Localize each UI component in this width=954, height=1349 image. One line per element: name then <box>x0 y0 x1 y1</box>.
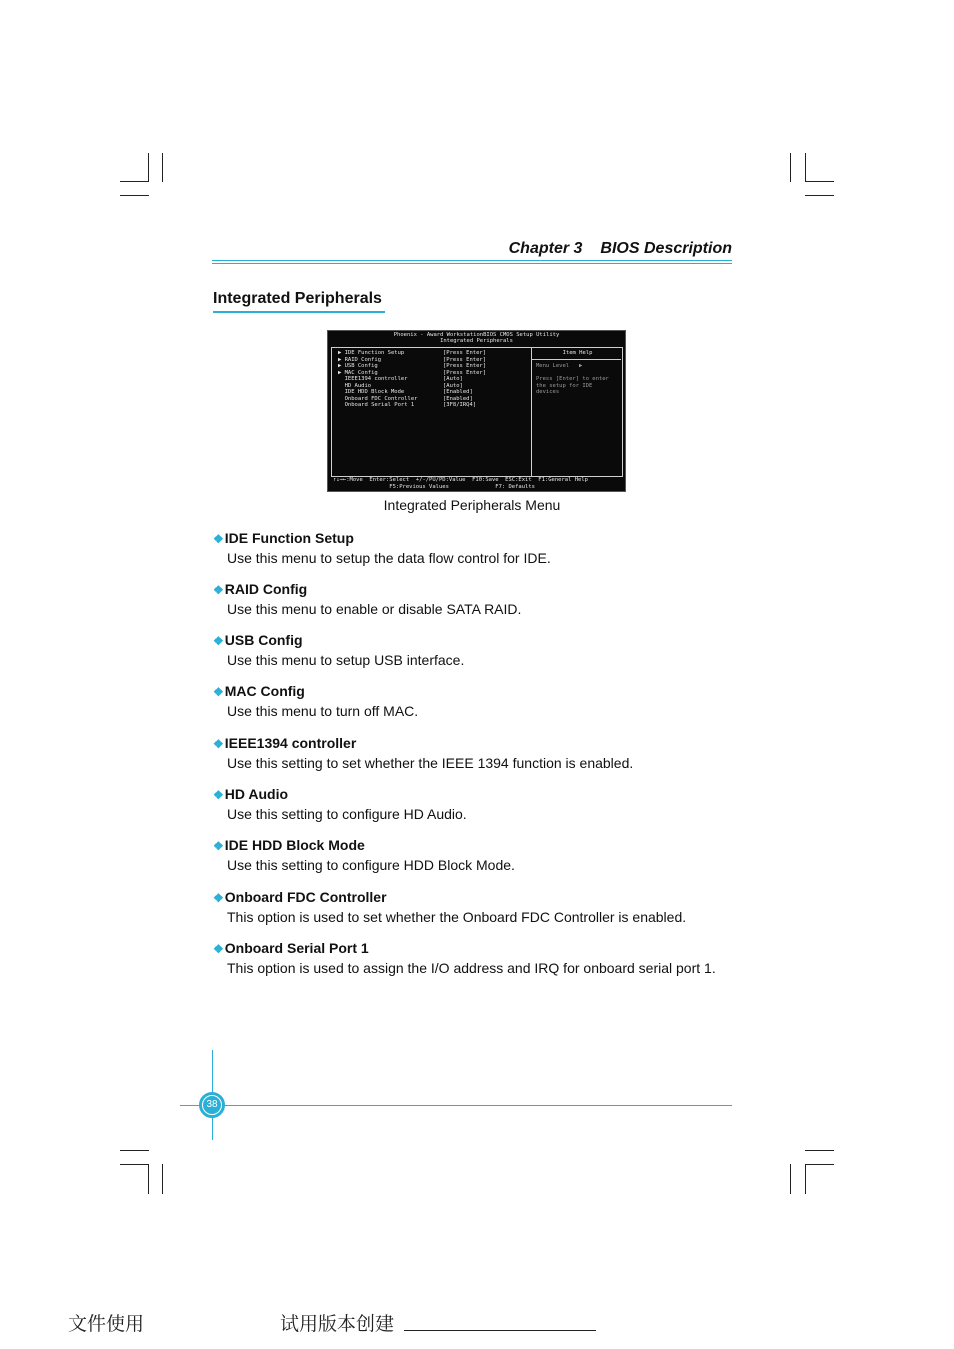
bios-divider <box>531 347 532 476</box>
bios-help-text: devices <box>536 389 560 395</box>
bios-item-value: [Auto] <box>443 382 463 389</box>
crop-mark <box>805 1164 834 1165</box>
bios-item-name: IDE HDD Block Mode <box>338 389 405 395</box>
bios-item-value: [3F8/IRQ4] <box>443 402 477 408</box>
crop-mark <box>120 1150 149 1151</box>
bios-footer-line2: F5:Previous Values F7: Defaults <box>333 483 535 490</box>
crop-mark <box>790 1164 791 1194</box>
bios-help-text: Press [Enter] to enter <box>536 376 609 382</box>
entry-desc: Use this menu to enable or disable SATA RAID. <box>227 601 522 617</box>
entry-title: IDE Function Setup <box>224 530 354 546</box>
bios-screenshot <box>327 330 626 492</box>
entry-title: MAC Config <box>224 683 305 699</box>
page-number-badge <box>199 1092 225 1118</box>
entry-hd-audio <box>213 785 753 823</box>
bios-item-value: [Press Enter] <box>443 356 487 363</box>
crop-mark <box>805 181 834 182</box>
bios-item-name: ▶ RAID Config <box>338 356 382 363</box>
entry-usb-config <box>213 631 753 669</box>
bios-item-name: HD Audio <box>338 382 372 389</box>
bios-item-name: ▶ IDE Function Setup <box>338 350 405 356</box>
crop-mark <box>805 1164 806 1194</box>
bios-title-line2: Integrated Peripherals <box>440 338 513 344</box>
diamond-bullet-icon: ❖ <box>213 942 224 956</box>
crop-mark <box>148 153 149 182</box>
bios-item-name: IEEE1394 controller <box>338 376 408 382</box>
header-rule <box>212 263 732 264</box>
crop-mark <box>148 1164 149 1194</box>
footer-horizontal-rule <box>180 1105 732 1106</box>
diamond-bullet-icon: ❖ <box>213 532 224 546</box>
bios-footer-line1: ↑↓→←:Move Enter:Select +/-/PU/PD:Value F10:Save ESC:Exit F1:General Help <box>333 477 588 483</box>
entry-title: USB Config <box>224 632 303 648</box>
diamond-bullet-icon: ❖ <box>213 583 224 597</box>
entry-raid-config <box>213 580 753 618</box>
entry-onboard-serial-port-1 <box>213 939 753 977</box>
bios-item-value: [Press Enter] <box>443 369 487 376</box>
watermark-left: 文件使用 <box>68 1313 145 1335</box>
bios-item-name: Onboard Serial Port 1 <box>338 402 415 408</box>
entry-desc: Use this setting to set whether the IEEE 1394 function is enabled. <box>227 755 634 771</box>
entry-desc: Use this menu to setup USB interface. <box>227 652 465 668</box>
diamond-bullet-icon: ❖ <box>213 891 224 905</box>
bios-item-value: [Press Enter] <box>443 350 487 356</box>
header-rule <box>212 260 732 261</box>
crop-mark <box>120 195 149 196</box>
entry-desc: Use this menu to turn off MAC. <box>227 703 419 719</box>
page-number: 38 <box>202 1095 222 1115</box>
diamond-bullet-icon: ❖ <box>213 634 224 648</box>
crop-mark <box>120 181 149 182</box>
watermark-right: 试用版本创建 <box>280 1313 395 1335</box>
bios-item-name: ▶ MAC Config <box>338 369 378 376</box>
entry-desc: This option is used to assign the I/O address and IRQ for onboard serial port 1. <box>227 960 716 976</box>
entry-desc: Use this menu to setup the data flow control for IDE. <box>227 550 551 566</box>
bios-item-name: ▶ USB Config <box>338 363 378 369</box>
entry-title: HD Audio <box>224 786 289 802</box>
crop-mark <box>805 195 834 196</box>
page-title: Integrated Peripherals <box>213 290 382 307</box>
chapter-header <box>212 240 732 258</box>
entry-title: IEEE1394 controller <box>224 735 357 751</box>
chapter-section: BIOS Description <box>600 240 732 257</box>
crop-mark <box>120 1164 149 1165</box>
figure-caption: Integrated Peripherals Menu <box>383 497 561 513</box>
entry-ide-hdd-block-mode <box>213 836 753 874</box>
bios-help-menu-level: Menu Level ▶ <box>536 363 583 369</box>
bios-item-value: [Auto] <box>443 376 463 382</box>
chapter-label: Chapter 3 <box>508 240 583 257</box>
bios-item-value: [Enabled] <box>443 395 473 402</box>
entry-ide-function-setup <box>213 529 753 567</box>
bios-help-title: Item Help <box>562 350 593 356</box>
entry-mac-config <box>213 682 753 720</box>
bios-item-value: [Enabled] <box>443 389 473 395</box>
bios-help-text: the setup for IDE <box>536 382 593 389</box>
entry-title: RAID Config <box>224 581 308 597</box>
diamond-bullet-icon: ❖ <box>213 788 224 802</box>
diamond-bullet-icon: ❖ <box>213 839 224 853</box>
entry-desc: This option is used to set whether the Onboard FDC Controller is enabled. <box>227 909 687 925</box>
entry-desc: Use this setting to configure HDD Block Mode. <box>227 857 515 873</box>
entry-ieee1394-controller <box>213 734 753 772</box>
bios-help-divider <box>532 359 621 360</box>
bios-title-line1: Phoenix - Award WorkstationBIOS CMOS Setup Utility <box>393 332 560 338</box>
crop-mark <box>162 1164 163 1194</box>
crop-mark <box>805 1150 834 1151</box>
entry-onboard-fdc-controller <box>213 888 753 926</box>
crop-mark <box>790 153 791 182</box>
entry-title: Onboard Serial Port 1 <box>224 940 369 956</box>
title-underline <box>213 311 385 313</box>
bios-item-value: [Press Enter] <box>443 363 487 369</box>
diamond-bullet-icon: ❖ <box>213 685 224 699</box>
diamond-bullet-icon: ❖ <box>213 737 224 751</box>
entry-title: IDE HDD Block Mode <box>224 837 365 853</box>
crop-mark <box>805 153 806 182</box>
entry-title: Onboard FDC Controller <box>224 889 387 905</box>
entry-desc: Use this setting to configure HD Audio. <box>227 806 467 822</box>
crop-mark <box>162 153 163 182</box>
watermark-underline <box>404 1330 596 1331</box>
bios-item-name: Onboard FDC Controller <box>338 395 418 402</box>
